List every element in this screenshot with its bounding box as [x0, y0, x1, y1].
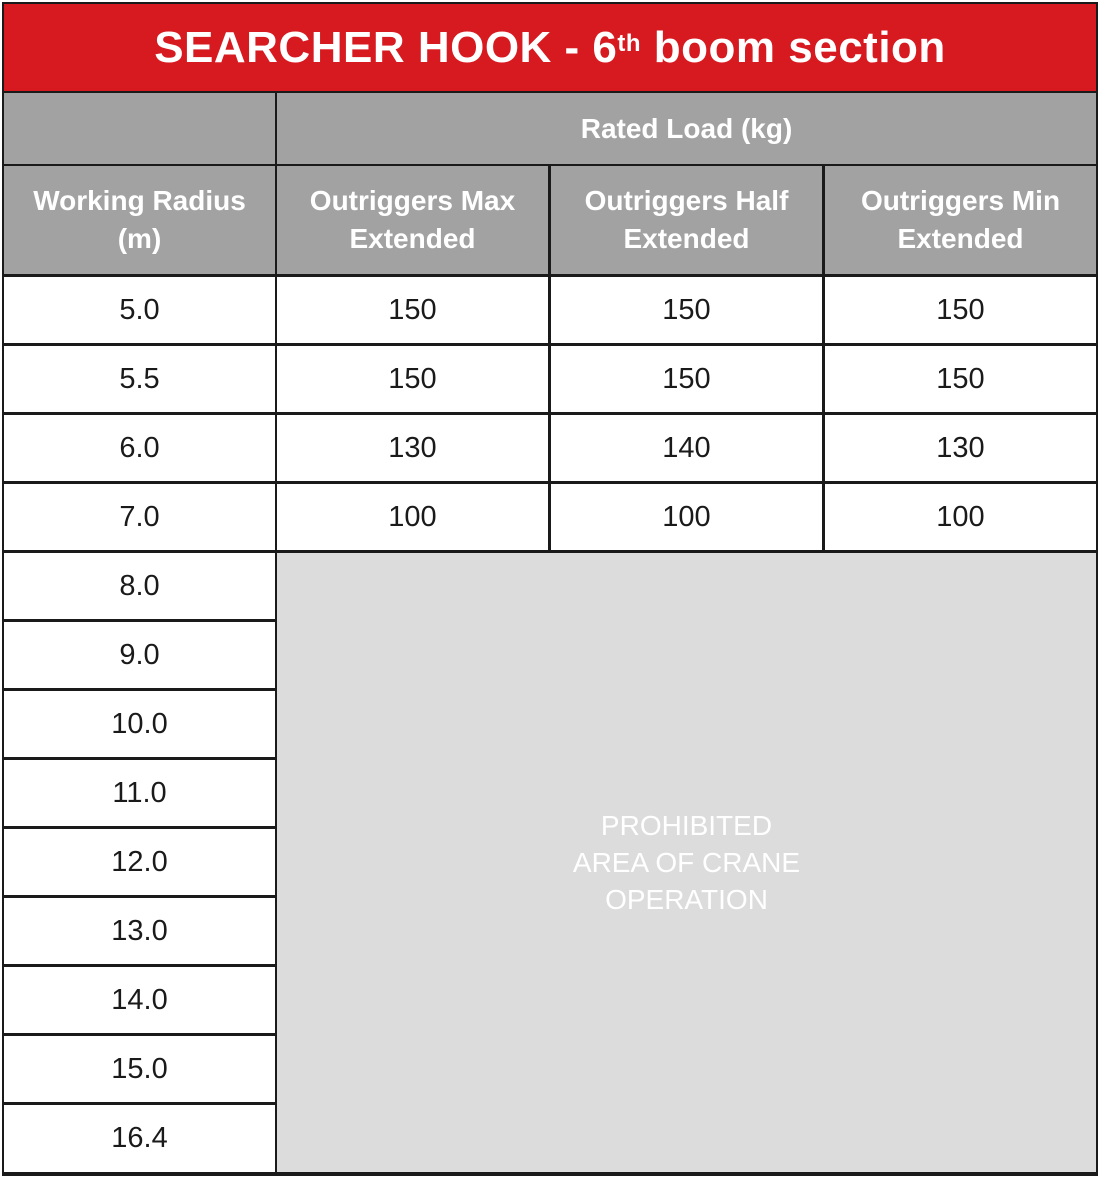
load-min-cell: 150	[825, 277, 1096, 343]
load-max-cell: 150	[277, 277, 548, 343]
radius-cell: 15.0	[4, 1036, 275, 1102]
header-blank-cell	[4, 93, 275, 164]
radius-cell: 13.0	[4, 898, 275, 964]
column-header-working-radius	[4, 166, 275, 274]
rated-load-header	[277, 93, 1096, 164]
load-min-cell: 130	[825, 415, 1096, 481]
load-min-cell: 150	[825, 346, 1096, 412]
load-max-cell: 130	[277, 415, 548, 481]
load-chart-table	[2, 2, 1098, 1176]
title-main: SEARCHER HOOK - 6	[154, 22, 618, 72]
radius-cell: 11.0	[4, 760, 275, 826]
radius-cell: 9.0	[4, 622, 275, 688]
radius-cell: 16.4	[4, 1105, 275, 1172]
column-header-line: Outriggers Min	[860, 185, 1061, 216]
radius-cell: 12.0	[4, 829, 275, 895]
column-header-outriggers-half	[551, 166, 822, 274]
column-header-line: Outriggers Half	[584, 185, 789, 216]
rated-load-label: Rated Load (kg)	[580, 112, 793, 144]
radius-cell: 5.0	[4, 277, 275, 343]
radius-cell: 7.0	[4, 484, 275, 550]
column-header-line: Extended	[897, 223, 1024, 254]
load-max-cell: 100	[277, 484, 548, 550]
load-half-cell: 100	[551, 484, 822, 550]
column-header-line: Extended	[623, 223, 750, 254]
column-header-line: Extended	[349, 223, 476, 254]
column-header-outriggers-min	[825, 166, 1096, 274]
load-half-cell: 150	[551, 277, 822, 343]
prohibited-line: OPERATION	[605, 884, 768, 915]
prohibited-area	[277, 553, 1096, 1172]
radius-cell: 14.0	[4, 967, 275, 1033]
column-header-line: Outriggers Max	[309, 185, 516, 216]
prohibited-line: AREA OF CRANE	[572, 847, 801, 878]
load-half-cell: 150	[551, 346, 822, 412]
radius-cell: 8.0	[4, 553, 275, 619]
column-header-line: Working Radius	[33, 185, 246, 216]
title-superscript: th	[617, 29, 642, 57]
load-max-cell: 150	[277, 346, 548, 412]
title-rest: boom section	[641, 22, 946, 72]
load-half-cell: 140	[551, 415, 822, 481]
prohibited-line: PROHIBITED	[600, 810, 773, 841]
load-min-cell: 100	[825, 484, 1096, 550]
radius-cell: 5.5	[4, 346, 275, 412]
column-header-line: (m)	[117, 223, 162, 254]
column-header-outriggers-max	[277, 166, 548, 274]
radius-cell: 6.0	[4, 415, 275, 481]
radius-cell: 10.0	[4, 691, 275, 757]
table-title	[4, 4, 1096, 91]
